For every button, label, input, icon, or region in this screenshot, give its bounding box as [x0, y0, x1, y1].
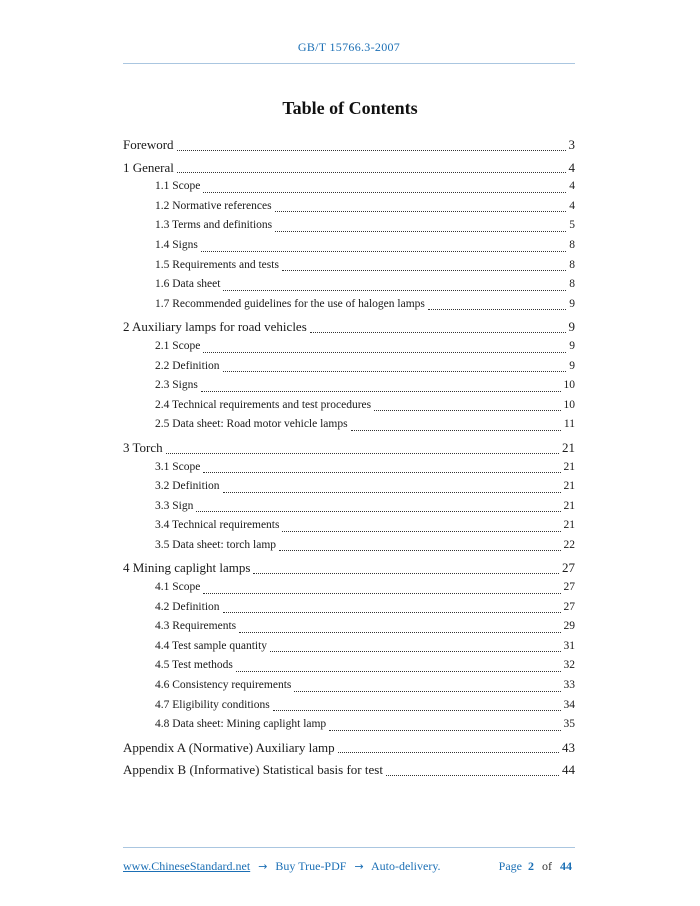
toc-entry-label: 1 General — [123, 159, 174, 175]
arrow-right-icon: → — [354, 860, 364, 873]
toc-entry-page: 10 — [563, 379, 575, 392]
toc-entry-page: 32 — [563, 659, 575, 672]
toc-entry-page: 33 — [563, 679, 575, 692]
toc-entry-page: 21 — [562, 439, 575, 455]
of-label: of — [542, 859, 552, 873]
footer-link[interactable]: www.ChineseStandard.net — [123, 859, 251, 873]
toc-leader-dots — [270, 651, 560, 652]
toc-entry — [123, 578, 575, 598]
toc-entry — [123, 477, 575, 497]
toc-entry-label: 1.2 Normative references — [155, 199, 272, 212]
toc-entry-label: 2 Auxiliary lamps for road vehicles — [123, 319, 307, 335]
toc-entry — [123, 357, 575, 377]
toc-entry-page: 4 — [569, 180, 575, 193]
toc-entry-page: 22 — [563, 538, 575, 551]
toc-entry — [123, 236, 575, 256]
toc-entry-page: 9 — [569, 359, 575, 372]
toc-entry-page: 21 — [563, 499, 575, 512]
arrow-right-icon: → — [258, 860, 268, 873]
toc-entry — [123, 637, 575, 657]
toc-entry-page: 27 — [563, 600, 575, 613]
toc-entry-page: 3 — [568, 137, 575, 152]
toc-entry — [123, 158, 575, 178]
toc-entry — [123, 676, 575, 696]
toc-entry — [123, 216, 575, 236]
toc-entry-label: 3.5 Data sheet: torch lamp — [155, 538, 277, 551]
toc-entry-page: 21 — [563, 480, 575, 493]
footer-promo — [123, 859, 441, 874]
toc-entry-page: 29 — [563, 620, 575, 633]
total-page-number: 44 — [560, 859, 572, 873]
toc-entry — [123, 415, 575, 435]
toc-entry-label: 1.6 Data sheet — [155, 278, 221, 291]
toc-leader-dots — [203, 593, 560, 594]
toc-entry-page: 11 — [563, 418, 575, 431]
table-of-contents — [123, 135, 575, 780]
toc-entry-page: 9 — [569, 339, 575, 352]
toc-entry-label: Appendix A (Normative) Auxiliary lamp — [123, 739, 335, 755]
toc-leader-dots — [239, 632, 560, 633]
toc-entry — [123, 617, 575, 637]
toc-entry-label: 4.8 Data sheet: Mining caplight lamp — [155, 718, 327, 731]
toc-entry — [123, 458, 575, 478]
toc-entry-label: Appendix B (Informative) Statistical basis for test — [123, 762, 383, 778]
toc-entry-page: 35 — [563, 718, 575, 731]
toc-entry-label: 1.5 Requirements and tests — [155, 258, 279, 271]
toc-entry-page: 27 — [562, 560, 575, 576]
toc-entry-page: 21 — [563, 519, 575, 532]
toc-leader-dots — [374, 410, 560, 411]
toc-entry-label: 3.2 Definition — [155, 480, 220, 493]
toc-leader-dots — [386, 775, 559, 776]
toc-entry — [123, 760, 575, 780]
toc-entry-page: 8 — [569, 258, 575, 271]
toc-entry-label: 4.2 Definition — [155, 600, 220, 613]
toc-entry-page: 27 — [563, 581, 575, 594]
toc-entry-page: 34 — [563, 698, 575, 711]
toc-entry-label: 3.1 Scope — [155, 460, 201, 473]
toc-entry-page: 4 — [568, 159, 575, 175]
toc-leader-dots — [177, 172, 566, 173]
toc-leader-dots — [223, 492, 561, 493]
footer-buy-text: Buy True-PDF — [275, 859, 347, 873]
toc-entry — [123, 656, 575, 676]
toc-entry-label: 4.3 Requirements — [155, 620, 237, 633]
toc-entry-page: 10 — [563, 398, 575, 411]
toc-entry-label: 1.4 Signs — [155, 238, 198, 251]
footer-delivery-text: Auto-delivery. — [371, 859, 441, 873]
toc-leader-dots — [223, 290, 566, 291]
toc-leader-dots — [201, 251, 566, 252]
toc-entry — [123, 256, 575, 276]
toc-leader-dots — [294, 691, 560, 692]
toc-leader-dots — [273, 710, 561, 711]
toc-entry-page: 21 — [563, 460, 575, 473]
toc-entry-label: 3.4 Technical requirements — [155, 519, 280, 532]
toc-entry — [123, 177, 575, 197]
header-divider — [123, 63, 575, 64]
toc-entry-page: 31 — [563, 639, 575, 652]
toc-entry-label: 4.5 Test methods — [155, 659, 233, 672]
toc-entry-page: 4 — [569, 199, 575, 212]
toc-leader-dots — [275, 231, 566, 232]
toc-entry-label: 1.3 Terms and definitions — [155, 219, 273, 232]
toc-entry-label: 1.1 Scope — [155, 180, 201, 193]
toc-entry — [123, 376, 575, 396]
footer-divider — [123, 847, 575, 848]
toc-entry-label: 2.4 Technical requirements and test procedures — [155, 398, 372, 411]
toc-entry-page: 8 — [569, 238, 575, 251]
toc-leader-dots — [223, 371, 567, 372]
toc-entry — [123, 135, 575, 155]
toc-entry-label: 4.4 Test sample quantity — [155, 639, 268, 652]
toc-entry-label: 2.2 Definition — [155, 359, 220, 372]
page-title: Table of Contents — [282, 98, 418, 118]
toc-leader-dots — [329, 730, 560, 731]
toc-entry — [123, 438, 575, 458]
toc-leader-dots — [310, 332, 566, 333]
toc-entry-label: 4.7 Eligibility conditions — [155, 698, 270, 711]
footer-row — [123, 859, 575, 874]
page-label: Page — [498, 859, 522, 873]
toc-entry — [123, 738, 575, 758]
toc-leader-dots — [166, 453, 559, 454]
toc-entry-page: 8 — [569, 278, 575, 291]
toc-entry — [123, 516, 575, 536]
toc-entry-label: 4.6 Consistency requirements — [155, 679, 292, 692]
toc-leader-dots — [275, 211, 567, 212]
page-header — [123, 40, 575, 64]
toc-entry-page: 5 — [569, 219, 575, 232]
toc-entry-label: 2.1 Scope — [155, 339, 201, 352]
toc-entry — [123, 337, 575, 357]
toc-leader-dots — [282, 270, 566, 271]
toc-entry-label: 4 Mining caplight lamps — [123, 560, 251, 576]
toc-entry-label: 3.3 Sign — [155, 499, 194, 512]
toc-leader-dots — [236, 671, 561, 672]
toc-leader-dots — [203, 472, 560, 473]
toc-entry — [123, 598, 575, 618]
toc-entry-label: 4.1 Scope — [155, 581, 201, 594]
toc-entry — [123, 317, 575, 337]
toc-entry-label: 1.7 Recommended guidelines for the use of halogen lamps — [155, 297, 425, 310]
toc-entry — [123, 558, 575, 578]
toc-leader-dots — [223, 612, 561, 613]
document-number: GB/T 15766.3-2007 — [297, 40, 401, 54]
toc-entry — [123, 696, 575, 716]
current-page-number: 2 — [528, 859, 534, 873]
toc-entry-page: 43 — [562, 739, 575, 755]
toc-leader-dots — [338, 752, 559, 753]
toc-leader-dots — [282, 531, 560, 532]
toc-entry — [123, 295, 575, 315]
toc-leader-dots — [201, 391, 561, 392]
toc-entry-label: 2.5 Data sheet: Road motor vehicle lamps — [155, 418, 348, 431]
page-footer — [123, 847, 575, 874]
toc-entry — [123, 275, 575, 295]
toc-entry — [123, 497, 575, 517]
toc-entry — [123, 197, 575, 217]
toc-leader-dots — [196, 511, 560, 512]
toc-leader-dots — [203, 192, 566, 193]
toc-entry-label: Foreword — [123, 137, 174, 152]
toc-entry-page: 9 — [568, 319, 575, 335]
toc-entry — [123, 715, 575, 735]
page-indicator — [499, 859, 575, 874]
toc-leader-dots — [279, 550, 560, 551]
toc-entry-page: 44 — [562, 762, 575, 778]
toc-entry-label: 3 Torch — [123, 439, 163, 455]
toc-entry-label: 2.3 Signs — [155, 379, 198, 392]
toc-leader-dots — [253, 573, 559, 574]
toc-leader-dots — [177, 150, 566, 151]
toc-entry — [123, 396, 575, 416]
toc-leader-dots — [351, 430, 561, 431]
toc-entry-page: 9 — [569, 297, 575, 310]
toc-leader-dots — [428, 309, 566, 310]
toc-entry — [123, 536, 575, 556]
toc-leader-dots — [203, 352, 566, 353]
